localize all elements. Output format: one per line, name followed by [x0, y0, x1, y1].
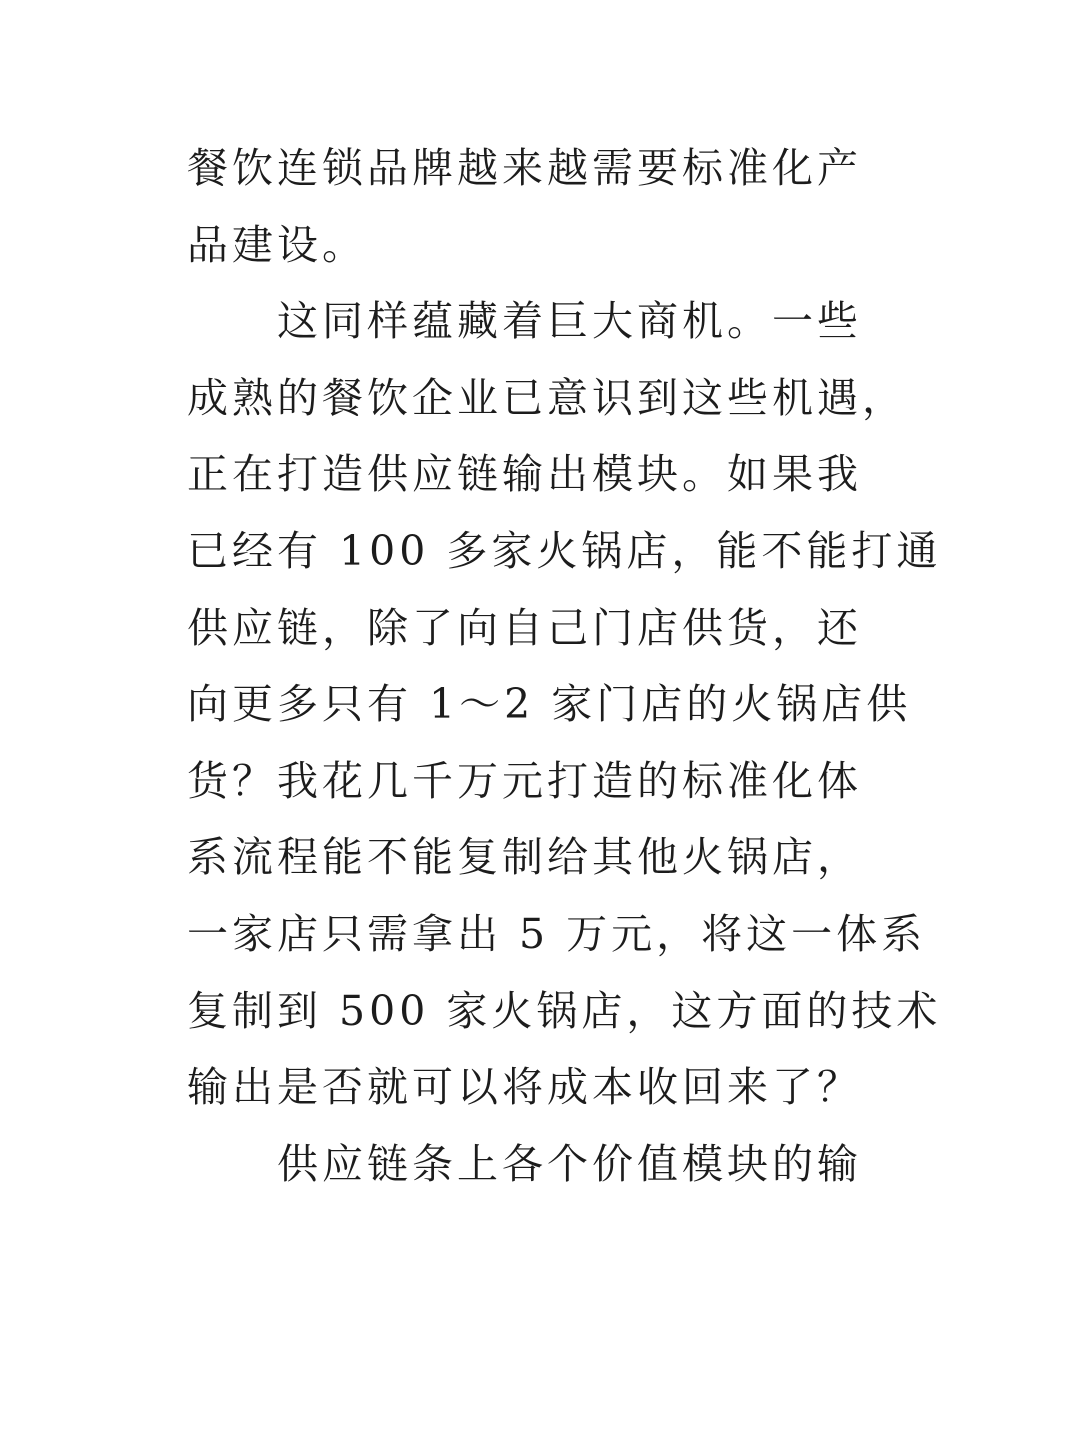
text-line: 系流程能不能复制给其他火锅店，	[187, 833, 862, 882]
paragraph-start-line: 这同样蕴藏着巨大商机。一些	[277, 297, 862, 346]
text-line: 供应链，除了向自己门店供货，还	[187, 603, 862, 652]
text-line: 成熟的餐饮企业已意识到这些机遇，	[187, 373, 907, 422]
paragraph-start-line: 供应链条上各个价值模块的输	[277, 1139, 862, 1188]
text-line: 一家店只需拿出 5 万元，将这一体系	[187, 909, 927, 958]
text-line: 已经有 100 多家火锅店，能不能打通	[187, 526, 942, 575]
text-line: 向更多只有 1～2 家门店的火锅店供	[187, 680, 912, 729]
body-text	[187, 130, 942, 1202]
text-line: 餐饮连锁品牌越来越需要标准化产	[187, 144, 862, 192]
text-line: 品建设。	[187, 220, 367, 269]
text-line: 正在打造供应链输出模块。如果我	[187, 450, 862, 499]
text-line: 货？我花几千万元打造的标准化体	[187, 756, 862, 805]
text-line: 复制到 500 家火锅店，这方面的技术	[187, 986, 942, 1035]
text-line: 输出是否就可以将成本收回来了？	[187, 1063, 862, 1112]
